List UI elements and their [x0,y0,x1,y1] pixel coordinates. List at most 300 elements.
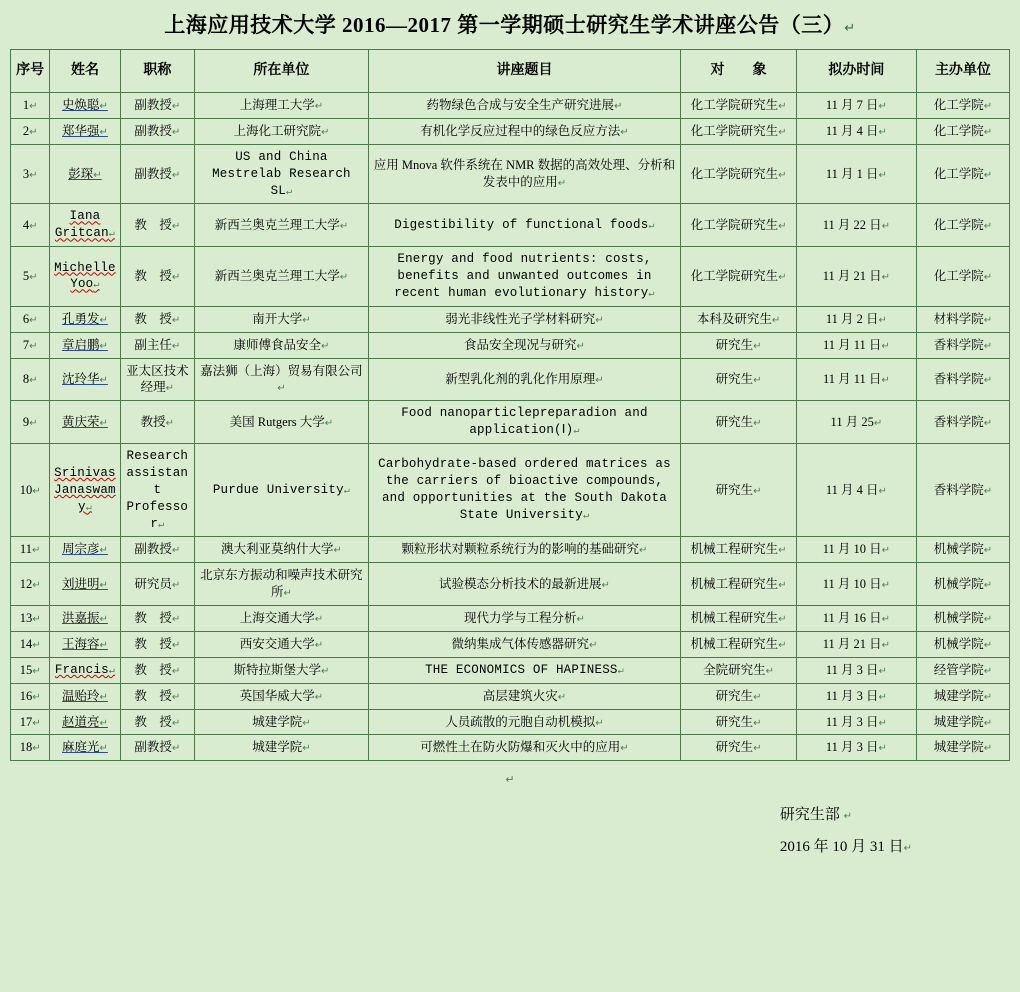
table-row [11,93,1010,119]
cell-topic: Carbohydrate-based ordered matrices as the carriers of bioactive compounds, and opportunities at the South Dakota State University↵ [368,444,680,537]
cell-unit: 澳大利亚莫纳什大学↵ [195,537,369,563]
paragraph-mark: ↵ [778,169,787,181]
paragraph-mark: ↵ [648,288,655,300]
paragraph-mark: ↵ [99,639,108,651]
cell-unit: 城建学院↵ [195,735,369,761]
paragraph-mark: ↵ [171,639,181,651]
paragraph-mark: ↵ [765,665,774,677]
cell-name: Michelle Yoo↵ [50,247,120,307]
paragraph-mark: ↵ [753,717,762,729]
cell-no: 16↵ [11,683,50,709]
cell-job-title: 副教授↵ [120,93,194,119]
paragraph-mark: ↵ [881,340,890,352]
cell-unit: 北京东方振动和噪声技术研究所↵ [195,563,369,606]
cell-job-title: 副主任↵ [120,332,194,358]
cell-job-title: 教 授↵ [120,657,194,683]
cell-audience: 机械工程研究生↵ [681,631,797,657]
cell-host: 材料学院↵ [916,306,1009,332]
cell-audience: 化工学院研究生↵ [681,247,797,307]
paragraph-mark: ↵ [617,665,624,677]
cell-job-title: 副教授↵ [120,735,194,761]
cell-host: 机械学院↵ [916,537,1009,563]
cell-job-title: 亚太区技术经理↵ [120,358,194,401]
cell-name: 洪嘉振↵ [50,606,120,632]
column-header-host: 主办单位 [916,50,1009,93]
cell-audience: 研究生↵ [681,358,797,401]
paragraph-mark: ↵ [29,314,38,326]
paragraph-mark: ↵ [753,340,762,352]
column-header-unit: 所在单位 [195,50,369,93]
table-body [11,93,1010,761]
cell-name: 周宗彦↵ [50,537,120,563]
paragraph-mark: ↵ [983,340,993,352]
cell-name: Iana Gritcan↵ [50,204,120,247]
cell-unit: 新西兰奥克兰理工大学↵ [195,247,369,307]
cell-job-title: 教授↵ [120,401,194,444]
page-title-text: 上海应用技术大学 2016—2017 第一学期硕士研究生学术讲座公告（三） [164,13,845,37]
cell-host: 化工学院↵ [916,93,1009,119]
paragraph-mark: ↵ [983,579,993,591]
paragraph-mark: ↵ [843,811,852,823]
cell-host: 香料学院↵ [916,401,1009,444]
table-row [11,247,1010,307]
cell-date: 11 月 4 日↵ [796,118,916,144]
cell-audience: 研究生↵ [681,683,797,709]
cell-host: 香料学院↵ [916,358,1009,401]
cell-unit: 美国 Rutgers 大学↵ [195,401,369,444]
cell-audience: 全院研究生↵ [681,657,797,683]
paragraph-mark: ↵ [881,579,891,591]
paragraph-mark: ↵ [983,272,993,283]
cell-job-title: 教 授↵ [120,306,194,332]
column-header-no: 序号 [11,50,50,93]
paragraph-mark: ↵ [320,340,330,352]
paragraph-mark: ↵ [171,665,181,677]
paragraph-mark: ↵ [32,639,41,651]
paragraph-mark: ↵ [29,374,38,386]
paragraph-mark: ↵ [32,691,41,703]
cell-name: 麻庭光↵ [50,735,120,761]
cell-topic: 新型乳化剂的乳化作用原理↵ [368,358,680,401]
column-header-topic: 讲座题目 [368,50,680,93]
cell-host: 化工学院↵ [916,247,1009,307]
footer-department [0,800,1020,832]
paragraph-mark: ↵ [778,101,787,112]
paragraph-mark: ↵ [589,639,598,651]
cell-audience: 机械工程研究生↵ [681,606,797,632]
paragraph-mark: ↵ [171,126,181,138]
cell-host: 香料学院↵ [916,444,1009,537]
cell-date: 11 月 25↵ [796,401,916,444]
paragraph-mark: ↵ [983,614,993,625]
footer-date-text: 2016 年 10 月 31 日 [779,838,904,855]
paragraph-mark: ↵ [983,314,993,326]
paragraph-mark: ↵ [778,579,787,591]
cell-no: 11↵ [11,537,50,563]
table-row [11,332,1010,358]
paragraph-mark: ↵ [878,101,887,112]
cell-topic: 应用 Mnova 软件系统在 NMR 数据的高效处理、分析和发表中的应用↵ [368,144,680,204]
paragraph-mark: ↵ [557,691,567,703]
cell-no: 3↵ [11,144,50,204]
paragraph-mark: ↵ [31,545,41,557]
paragraph-mark: ↵ [99,340,108,352]
column-header-title: 职称 [120,50,194,93]
paragraph-mark: ↵ [983,639,993,651]
cell-unit: 斯特拉斯堡大学↵ [195,657,369,683]
paragraph-mark: ↵ [171,220,181,232]
cell-name: 沈玲华↵ [50,358,120,401]
cell-date: 11 月 22 日↵ [796,204,916,247]
paragraph-mark: ↵ [32,614,41,625]
cell-topic: 微纳集成气体传感器研究↵ [368,631,680,657]
table-row [11,204,1010,247]
cell-audience: 化工学院研究生↵ [681,144,797,204]
paragraph-mark: ↵ [771,314,781,326]
column-header-date: 拟办时间 [796,50,916,93]
paragraph-mark: ↵ [171,545,181,557]
paragraph-mark: ↵ [614,101,623,112]
cell-no: 15↵ [11,657,50,683]
cell-date: 11 月 7 日↵ [796,93,916,119]
cell-no: 10↵ [11,444,50,537]
paragraph-mark: ↵ [320,665,330,677]
paragraph-mark: ↵ [753,374,762,386]
paragraph-mark: ↵ [165,417,175,429]
cell-host: 化工学院↵ [916,204,1009,247]
paragraph-mark: ↵ [99,374,108,386]
paragraph-mark: ↵ [171,579,181,591]
cell-no: 8↵ [11,358,50,401]
paragraph-mark: ↵ [753,743,762,755]
cell-topic: Digestibility of functional foods↵ [368,204,680,247]
cell-no: 4↵ [11,204,50,247]
paragraph-mark: ↵ [339,220,349,232]
paragraph-mark: ↵ [32,743,41,755]
cell-no: 7↵ [11,332,50,358]
cell-name: 王海容↵ [50,631,120,657]
paragraph-mark: ↵ [983,220,993,232]
cell-job-title: Research assistant Professor↵ [120,444,194,537]
paragraph-mark: ↵ [753,691,762,703]
paragraph-mark: ↵ [29,126,38,138]
paragraph-mark: ↵ [878,691,887,703]
cell-name: 史焕聪↵ [50,93,120,119]
paragraph-mark: ↵ [108,229,116,241]
paragraph-mark: ↵ [595,717,604,729]
table-row [11,606,1010,632]
paragraph-mark: ↵ [576,614,585,625]
page-title [0,0,1020,49]
cell-audience: 研究生↵ [681,444,797,537]
cell-host: 城建学院↵ [916,735,1009,761]
cell-audience: 研究生↵ [681,332,797,358]
paragraph-mark: ↵ [343,485,350,497]
paragraph-mark: ↵ [878,126,887,138]
paragraph-mark: ↵ [314,614,324,625]
table-header-row [11,50,1010,93]
cell-no: 12↵ [11,563,50,606]
paragraph-mark: ↵ [595,314,604,326]
paragraph-mark: ↵ [778,614,787,625]
cell-job-title: 教 授↵ [120,247,194,307]
cell-date: 11 月 11 日↵ [796,358,916,401]
cell-job-title: 副教授↵ [120,118,194,144]
paragraph-mark: ↵ [171,101,181,112]
paragraph-mark: ↵ [881,614,891,625]
cell-topic: 药物绿色合成与安全生产研究进展↵ [368,93,680,119]
cell-date: 11 月 3 日↵ [796,735,916,761]
cell-topic: 颗粒形状对颗粒系统行为的影响的基础研究↵ [368,537,680,563]
paragraph-mark: ↵ [302,314,311,326]
cell-topic: Energy and food nutrients: costs, benefits and unwanted outcomes in recent human evolutionary history↵ [368,247,680,307]
paragraph-mark: ↵ [171,717,181,729]
paragraph-mark: ↵ [903,842,912,854]
cell-topic: 可燃性土在防火防爆和灭火中的应用↵ [368,735,680,761]
paragraph-mark: ↵ [983,101,993,112]
paragraph-mark: ↵ [99,417,108,429]
cell-unit: 上海化工研究院↵ [195,118,369,144]
paragraph-mark: ↵ [286,186,293,198]
paragraph-mark: ↵ [881,272,891,283]
cell-no: 9↵ [11,401,50,444]
paragraph-mark: ↵ [99,314,108,326]
cell-job-title: 教 授↵ [120,631,194,657]
paragraph-mark: ↵ [582,511,590,523]
paragraph-mark: ↵ [639,545,648,557]
cell-audience: 研究生↵ [681,709,797,735]
paragraph-mark: ↵ [99,691,108,703]
paragraph-mark: ↵ [983,545,993,557]
paragraph-mark: ↵ [601,579,610,591]
cell-date: 11 月 11 日↵ [796,332,916,358]
table-row [11,358,1010,401]
table-row [11,144,1010,204]
cell-no: 1↵ [11,93,50,119]
cell-host: 城建学院↵ [916,709,1009,735]
paragraph-mark: ↵ [983,717,993,729]
cell-unit: 南开大学↵ [195,306,369,332]
cell-topic: 人员疏散的元胞自动机模拟↵ [368,709,680,735]
paragraph-mark: ↵ [595,374,604,386]
cell-name: 温贻玲↵ [50,683,120,709]
column-header-audience: 对 象 [681,50,797,93]
cell-audience: 机械工程研究生↵ [681,537,797,563]
paragraph-mark: ↵ [878,717,887,729]
cell-date: 11 月 21 日↵ [796,247,916,307]
cell-date: 11 月 3 日↵ [796,657,916,683]
paragraph-mark: ↵ [320,126,330,138]
paragraph-mark: ↵ [171,169,181,181]
table-row [11,444,1010,537]
table-row [11,537,1010,563]
paragraph-mark: ↵ [93,280,100,292]
cell-no: 17↵ [11,709,50,735]
paragraph-mark: ↵ [576,340,585,352]
paragraph-mark: ↵ [32,665,41,677]
cell-host: 机械学院↵ [916,563,1009,606]
cell-topic: 弱光非线性光子学材料研究↵ [368,306,680,332]
paragraph-mark: ↵ [171,340,181,352]
paragraph-mark: ↵ [314,101,324,112]
paragraph-mark: ↵ [99,101,108,112]
blank-paragraph-mark: ↵ [505,774,515,787]
cell-unit: 西安交通大学↵ [195,631,369,657]
paragraph-mark: ↵ [339,272,349,283]
table-row [11,709,1010,735]
paragraph-mark: ↵ [983,169,993,181]
cell-job-title: 教 授↵ [120,709,194,735]
paragraph-mark: ↵ [983,126,993,138]
cell-job-title: 教 授↵ [120,204,194,247]
cell-topic: THE ECONOMICS OF HAPINESS↵ [368,657,680,683]
paragraph-mark: ↵ [314,691,324,703]
cell-host: 化工学院↵ [916,144,1009,204]
cell-no: 13↵ [11,606,50,632]
paragraph-mark: ↵ [99,545,108,557]
cell-date: 11 月 3 日↵ [796,683,916,709]
paragraph-mark: ↵ [171,743,181,755]
cell-name: Francis↵ [50,657,120,683]
table-row [11,118,1010,144]
paragraph-mark: ↵ [333,545,342,557]
paragraph-mark: ↵ [29,101,38,112]
cell-date: 11 月 21 日↵ [796,631,916,657]
cell-name: Srinivas Janaswamy↵ [50,444,120,537]
cell-no: 14↵ [11,631,50,657]
paragraph-mark: ↵ [873,417,883,429]
paragraph-mark: ↵ [753,417,762,429]
cell-audience: 研究生↵ [681,735,797,761]
cell-name: 黄庆荣↵ [50,401,120,444]
cell-topic: 有机化学反应过程中的绿色反应方法↵ [368,118,680,144]
table-row [11,735,1010,761]
cell-topic: 现代力学与工程分析↵ [368,606,680,632]
cell-unit: US and China Mestrelab Research SL↵ [195,144,369,204]
cell-unit: 上海交通大学↵ [195,606,369,632]
paragraph-mark: ↵ [277,383,286,395]
paragraph-mark: ↵ [99,717,108,729]
cell-date: 11 月 10 日↵ [796,563,916,606]
paragraph-mark: ↵ [557,178,567,190]
paragraph-mark: ↵ [881,639,891,651]
paragraph-mark: ↵ [778,272,787,283]
paragraph-mark: ↵ [878,665,887,677]
paragraph-mark: ↵ [778,220,787,232]
paragraph-mark: ↵ [314,639,324,651]
paragraph-mark: ↵ [878,485,887,497]
paragraph-mark: ↵ [878,169,887,181]
paragraph-mark: ↵ [620,743,629,755]
cell-audience: 化工学院研究生↵ [681,204,797,247]
cell-unit: 英国华威大学↵ [195,683,369,709]
paragraph-mark: ↵ [983,417,993,429]
table-row [11,683,1010,709]
cell-unit: 上海理工大学↵ [195,93,369,119]
cell-audience: 化工学院研究生↵ [681,93,797,119]
table-row [11,306,1010,332]
table-row [11,631,1010,657]
cell-date: 11 月 10 日↵ [796,537,916,563]
cell-date: 11 月 16 日↵ [796,606,916,632]
cell-unit: Purdue University↵ [195,444,369,537]
cell-name: 赵道亮↵ [50,709,120,735]
cell-host: 城建学院↵ [916,683,1009,709]
paragraph-mark: ↵ [983,665,993,677]
lecture-schedule-table [10,49,1010,761]
footer-department-text: 研究生部 [779,807,840,824]
paragraph-mark: ↵ [171,314,181,326]
cell-name: 刘进明↵ [50,563,120,606]
paragraph-mark: ↵ [85,502,92,514]
cell-unit: 嘉法狮（上海）贸易有限公司↵ [195,358,369,401]
cell-host: 经管学院↵ [916,657,1009,683]
paragraph-mark: ↵ [99,126,108,138]
paragraph-mark: ↵ [29,220,38,232]
paragraph-mark: ↵ [99,614,108,625]
column-header-name: 姓名 [50,50,120,93]
paragraph-mark: ↵ [158,519,165,531]
cell-host: 香料学院↵ [916,332,1009,358]
cell-job-title: 教 授↵ [120,606,194,632]
cell-job-title: 副教授↵ [120,144,194,204]
paragraph-mark: ↵ [983,485,993,497]
paragraph-mark: ↵ [881,545,891,557]
paragraph-mark: ↵ [648,220,655,232]
cell-topic: 高层建筑火灾↵ [368,683,680,709]
cell-date: 11 月 4 日↵ [796,444,916,537]
cell-date: 11 月 3 日↵ [796,709,916,735]
paragraph-mark: ↵ [32,717,41,729]
paragraph-mark: ↵ [302,717,311,729]
paragraph-mark: ↵ [983,374,993,386]
cell-unit: 新西兰奥克兰理工大学↵ [195,204,369,247]
paragraph-mark: ↵ [753,485,762,497]
paragraph-mark: ↵ [283,588,292,600]
cell-host: 机械学院↵ [916,606,1009,632]
cell-audience: 化工学院研究生↵ [681,118,797,144]
cell-host: 机械学院↵ [916,631,1009,657]
paragraph-mark: ↵ [573,426,580,438]
cell-date: 11 月 1 日↵ [796,144,916,204]
table-row [11,657,1010,683]
cell-audience: 机械工程研究生↵ [681,563,797,606]
paragraph-mark: ↵ [844,20,856,35]
paragraph-mark: ↵ [778,545,787,557]
cell-no: 5↵ [11,247,50,307]
paragraph-mark: ↵ [165,383,175,395]
table-row [11,563,1010,606]
paragraph-mark: ↵ [878,314,887,326]
paragraph-mark: ↵ [881,220,891,232]
cell-no: 2↵ [11,118,50,144]
cell-name: 彭琛↵ [50,144,120,204]
cell-unit: 城建学院↵ [195,709,369,735]
cell-name: 章启鹏↵ [50,332,120,358]
paragraph-mark: ↵ [302,743,311,755]
paragraph-mark: ↵ [983,743,993,755]
paragraph-mark: ↵ [29,272,38,283]
cell-topic: Food nanoparticlepreparadion and application(Ⅰ)↵ [368,401,680,444]
paragraph-mark: ↵ [29,169,38,181]
paragraph-mark: ↵ [93,169,102,181]
cell-job-title: 研究员↵ [120,563,194,606]
cell-name: 郑华强↵ [50,118,120,144]
paragraph-mark: ↵ [324,417,334,429]
paragraph-mark: ↵ [171,614,181,625]
cell-topic: 食品安全现况与研究↵ [368,332,680,358]
paragraph-mark: ↵ [881,374,890,386]
